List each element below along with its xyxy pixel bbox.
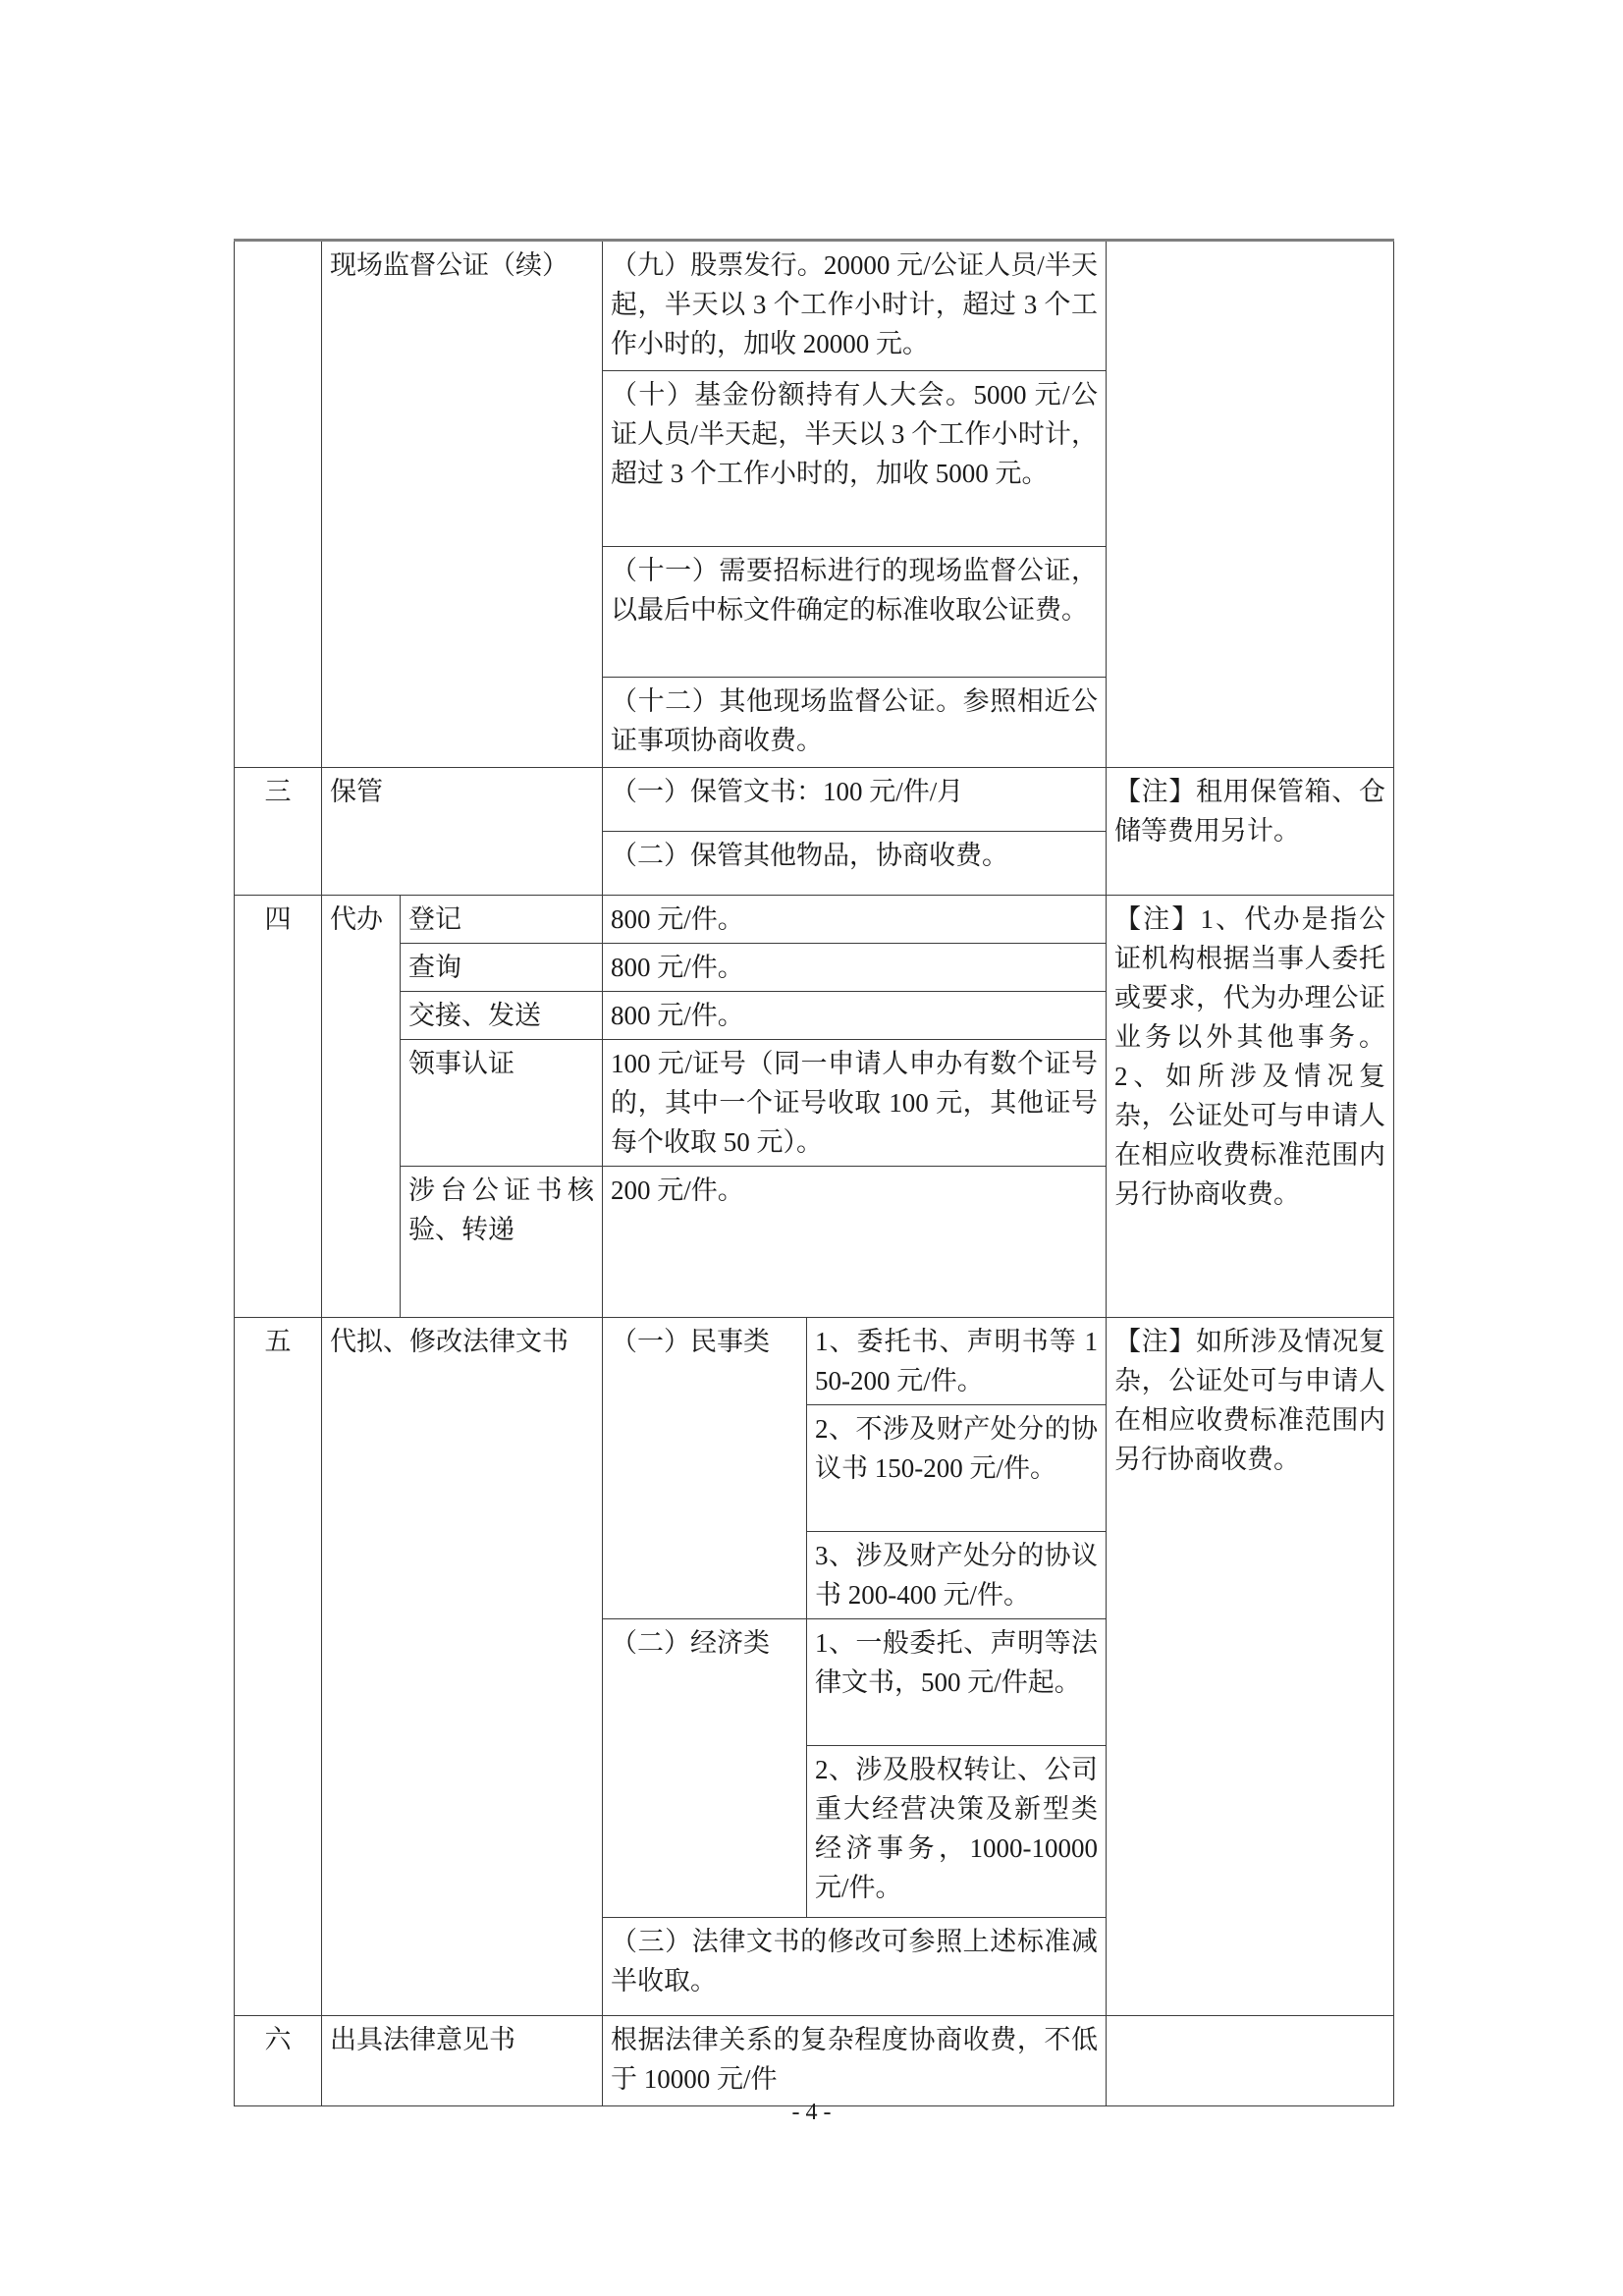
fee-item-cell: （十一）需要招标进行的现场监督公证，以最后中标文件确定的标准收取公证费。 <box>603 547 1107 678</box>
fee-item-cell: （二）保管其他物品，协商收费。 <box>603 832 1107 896</box>
note-cell-empty <box>1107 241 1394 768</box>
fee-item-cell: 200 元/件。 <box>603 1167 1107 1318</box>
row-number-cell: 四 <box>235 896 322 1318</box>
fee-item-cell: 100 元/证号（同一申请人申办有数个证号的，其中一个证号收取 100 元，其他证号每个收取 50 元）。 <box>603 1040 1107 1167</box>
fee-item-cell: 1、委托书、声明书等 150-200 元/件。 <box>807 1318 1107 1405</box>
fee-item-cell: （十二）其他现场监督公证。参照相近公证事项协商收费。 <box>603 678 1107 768</box>
sub-label-cell: 领事认证 <box>401 1040 603 1167</box>
section-four-label-cell: 代办 <box>322 896 401 1318</box>
fee-item-cell: （十）基金份额持有人大会。5000 元/公证人员/半天起，半天以 3 个工作小时计，超过 3 个工作小时的，加收 5000 元。 <box>603 371 1107 547</box>
category-cell: （一）民事类 <box>603 1318 807 1619</box>
fee-item-cell: 800 元/件。 <box>603 992 1107 1040</box>
note-cell: 【注】1、代办是指公证机构根据当事人委托或要求，代为办理公证业务以外其他事务。2、如所涉及情况复杂，公证处可与申请人在相应收费标准范围内另行协商收费。 <box>1107 896 1394 1318</box>
fee-item-cell: 800 元/件。 <box>603 896 1107 944</box>
page-number: - 4 - <box>791 2100 832 2125</box>
row-number-cell: 五 <box>235 1318 322 2016</box>
section-onsite-label-cell: 现场监督公证（续） <box>322 241 603 768</box>
row-number-cell: 六 <box>235 2016 322 2106</box>
section-six-label-cell: 出具法律意见书 <box>322 2016 603 2106</box>
section-five-label-cell: 代拟、修改法律文书 <box>322 1318 603 2016</box>
note-cell: 【注】租用保管箱、仓储等费用另计。 <box>1107 768 1394 896</box>
fee-item-cell: （三）法律文书的修改可参照上述标准减半收取。 <box>603 1918 1107 2016</box>
note-cell-empty <box>1107 2016 1394 2106</box>
fee-item-cell: 2、涉及股权转让、公司重大经营决策及新型类经济事务，1000-10000 元/件。 <box>807 1746 1107 1918</box>
fee-item-cell: 3、涉及财产处分的协议书 200-400 元/件。 <box>807 1532 1107 1619</box>
sub-label-cell: 查询 <box>401 944 603 992</box>
fee-item-cell: 2、不涉及财产处分的协议书 150-200 元/件。 <box>807 1405 1107 1532</box>
fee-item-cell: 800 元/件。 <box>603 944 1107 992</box>
note-cell: 【注】如所涉及情况复杂，公证处可与申请人在相应收费标准范围内另行协商收费。 <box>1107 1318 1394 2016</box>
sub-label-cell: 交接、发送 <box>401 992 603 1040</box>
fee-item-cell: 1、一般委托、声明等法律文书，500 元/件起。 <box>807 1619 1107 1746</box>
row-number-cell: 三 <box>235 768 322 896</box>
fee-schedule-table <box>234 239 1394 2106</box>
fee-item-cell: （一）保管文书：100 元/件/月 <box>603 768 1107 832</box>
sub-label-cell: 涉台公证书核验、转递 <box>401 1167 603 1318</box>
fee-item-cell: （九）股票发行。20000 元/公证人员/半天起，半天以 3 个工作小时计，超过 3 个工作小时的，加收 20000 元。 <box>603 241 1107 371</box>
category-cell: （二）经济类 <box>603 1619 807 1918</box>
sub-label-cell: 登记 <box>401 896 603 944</box>
section-three-label-cell: 保管 <box>322 768 603 896</box>
row-number-cell-empty <box>235 241 322 768</box>
fee-item-cell: 根据法律关系的复杂程度协商收费，不低于 10000 元/件 <box>603 2016 1107 2106</box>
